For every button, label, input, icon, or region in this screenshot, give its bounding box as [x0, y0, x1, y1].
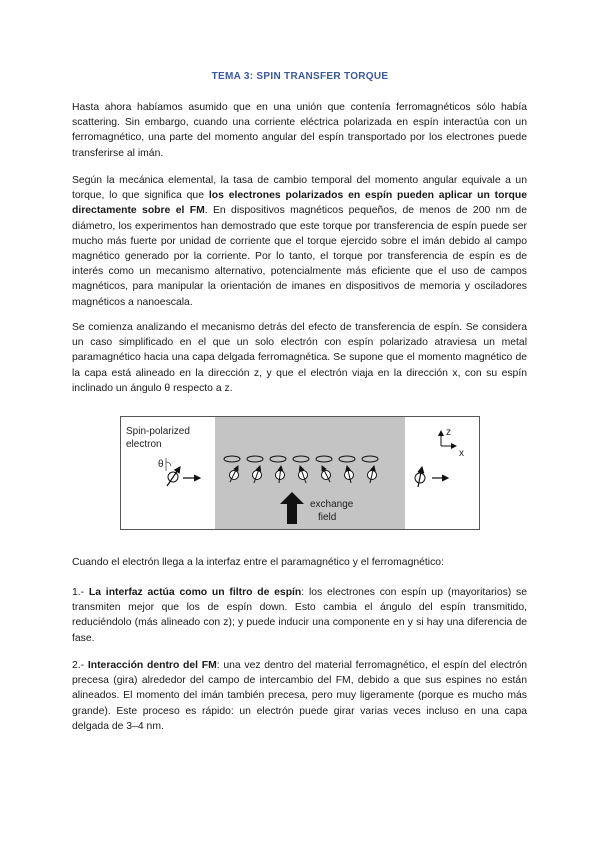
list-item-spin-filter: [72, 585, 527, 646]
axis-x-label: x: [459, 448, 464, 459]
exchange-label-line1: exchange: [310, 499, 354, 510]
paragraph-torque-highlight: los electrones polarizados en espín pueden aplicar un torque directamente sobre el FM: [72, 190, 527, 217]
paragraph-intro: Hasta ahora habíamos asumido que en una unión que contenía ferromagnéticos sólo había scattering. Sin embargo, cuando una corriente eléctrica polarizada en espín interactúa con un ferromagnético, una parte del momento angular del espín transportado por los electrones puede transferirse al imán.: [72, 102, 527, 159]
list-item-number: 1.-: [72, 587, 89, 598]
paragraph-torque-text-a: Según la mecánica elemental, la tasa de cambio temporal del momento angular equivale a un torque, lo que significa que: [72, 175, 527, 202]
paragraph-torque: [72, 173, 527, 310]
list-item-heading: La interfaz actúa como un filtro de espín: [88, 587, 302, 598]
axis-z-label: z: [446, 427, 451, 438]
list-item-text: : una vez dentro del material ferromagnético, el espín del electrón precesa (gira) alrededor del campo de intercambio del FM, debido a que sus espines no están alineados. El momento del imán también precesa, pero muy ligeramente (porque es mucho más grande). Este proceso es rápido: un electrón puede girar varias veces incluso en una capa delgada de 3–4 nm.: [72, 660, 528, 732]
list-item-heading: Interacción dentro del FM: [87, 660, 217, 671]
spin-transfer-figure: [120, 416, 480, 530]
list-item-fm-interaction: [72, 658, 527, 734]
paragraph-mechanism: Se comienza analizando el mecanismo detrás del efecto de transferencia de espín. Se considera un caso simplificado en el que un solo electrón con espín polarizado atraviesa un metal paramagnético hacia una capa delgada ferromagnética. Se supone que el momento magnético de la capa está alineado en la dirección z, y que el electrón viaja en la dirección x, con su espín inclinado un ángulo θ respecto a z.: [72, 322, 527, 394]
page-title: TEMA 3: SPIN TRANSFER TORQUE: [211, 71, 389, 82]
figure-label-line2: electron: [126, 439, 162, 450]
exchange-label-line2: field: [318, 512, 337, 523]
figure-label-line1: Spin-polarized: [126, 426, 190, 437]
theta-label: θ: [158, 459, 164, 470]
paragraph-interface: Cuando el electrón llega a la interfaz entre el paramagnético y el ferromagnético:: [72, 557, 444, 568]
list-item-text: : los electrones con espín up (mayoritarios) se transmiten mejor que los de espín down. Esto cambia el ángulo del espín transmitido, reduciéndolo (más alineado con z); y puede inducir una componente en y si hay una diferencia de fase.: [72, 587, 527, 644]
list-item-number: 2.-: [72, 660, 88, 671]
paragraph-torque-text-b: . En dispositivos magnéticos pequeños, de menos de 200 nm de diámetro, los experimentos han demostrado que este torque por transferencia de espín puede ser mucho más fuerte por unidad de corriente que el torque ejercido sobre el imán debido al campo magnético generado por la corriente. Por lo tanto, el torque por transferencia de espín es de interés como un mecanismo alternativo, potencialmente más eficiente que el uso de campos magnéticos, para manipular la orientación de imanes en dispositivos de memoria y osciladores magnéticos a nanoescala.: [72, 205, 527, 308]
